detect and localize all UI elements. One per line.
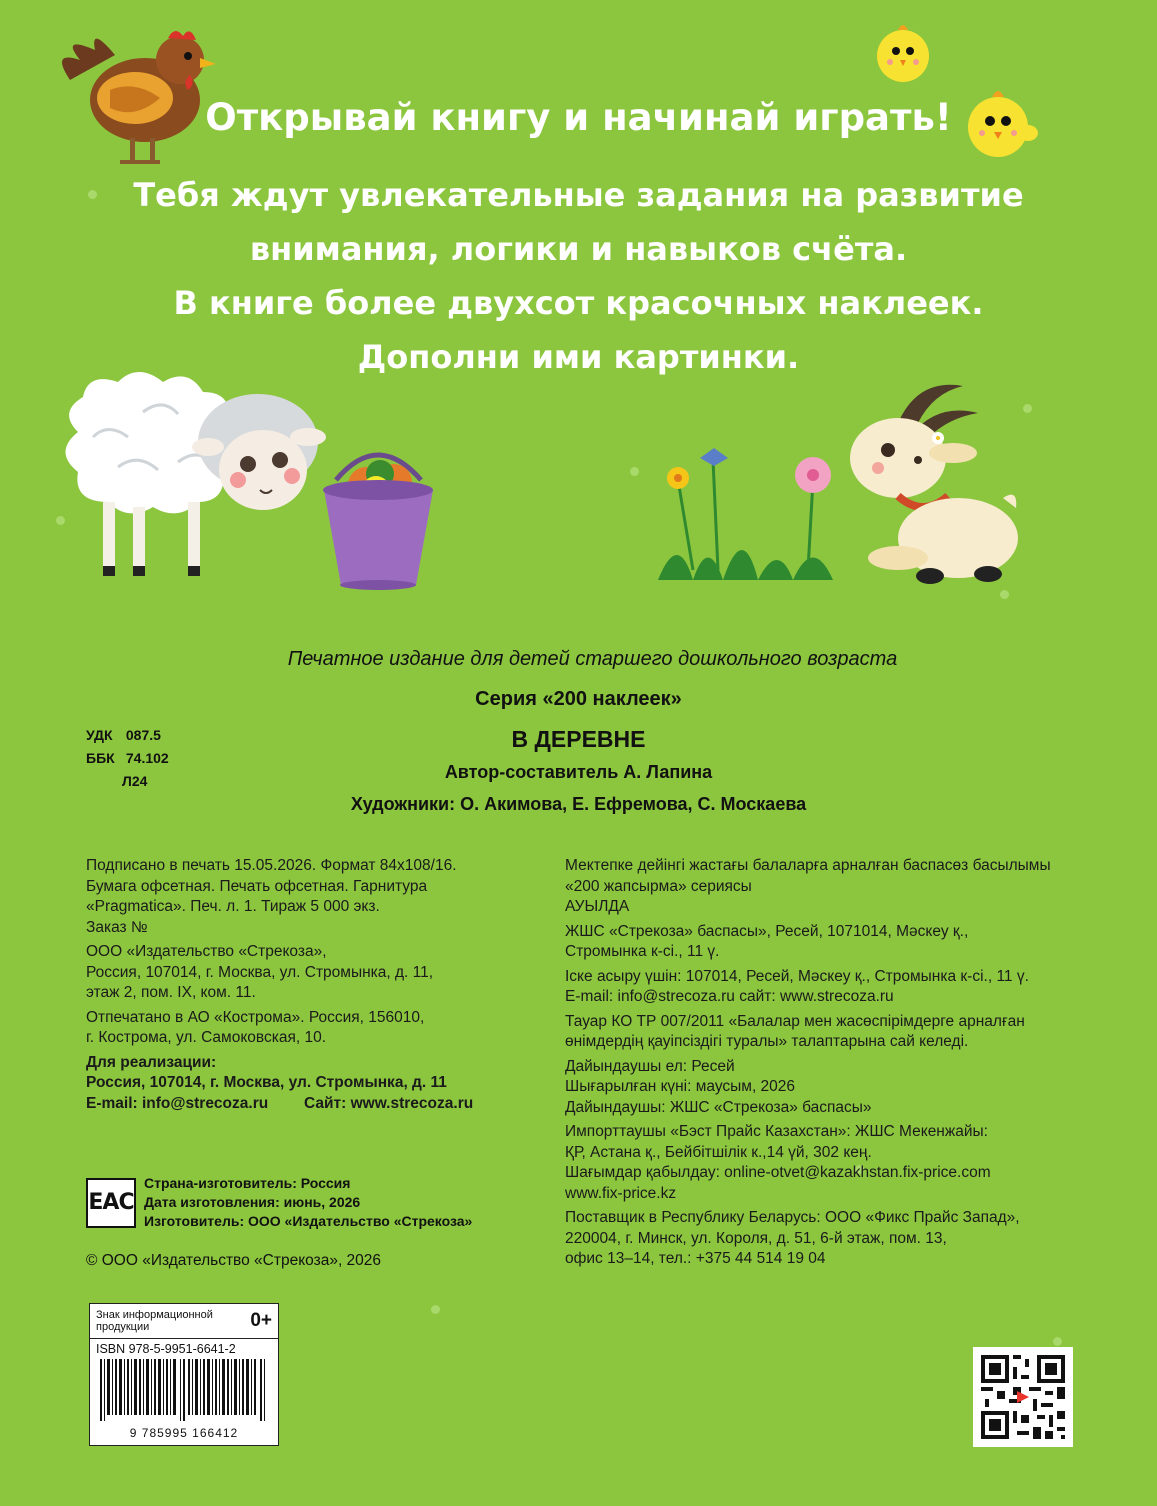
- kazakh-block-5: [565, 1057, 1105, 1119]
- flowers-illustration: [648, 440, 848, 580]
- intro-line: Тебя ждут увлекательные задания на развитие: [133, 176, 1024, 214]
- decor-dot: [1053, 1337, 1062, 1346]
- text-line: өнімдердің қауіпсіздігі туралы» талаптарына сай келеді.: [565, 1033, 969, 1050]
- intro-line: В книге более двухсот красочных наклеек.: [173, 284, 984, 322]
- imprint-left-column: [86, 856, 526, 1118]
- text-line: ҚР, Астана қ., Бейбітшілік к.,14 үй, 302 кең.: [565, 1143, 872, 1161]
- barcode-digits: 9 785995 166412: [129, 1426, 239, 1440]
- hen-illustration: [50, 20, 220, 170]
- eac-block: [86, 1174, 472, 1231]
- author-mark: Л24: [122, 773, 148, 789]
- print-info: [86, 856, 526, 938]
- text-line: 220004, г. Минск, ул. Короля, д. 51, 6-й этаж, пом. 13,: [565, 1229, 947, 1247]
- text-line: «Pragmatica». Печ. л. 1. Тираж 5 000 экз.: [86, 898, 380, 915]
- imprint-right-column: [565, 856, 1105, 1274]
- chick-illustration: [868, 18, 938, 88]
- text-line: Дайындаушы ел: Ресей: [565, 1057, 735, 1075]
- bbk-label: ББК: [86, 750, 115, 766]
- age-rating: 0+: [250, 1310, 272, 1331]
- kazakh-block-2: [565, 922, 1105, 963]
- text-line: ЖШС «Стрекоза» баспасы», Ресей, 1071014, Мәскеу қ.,: [565, 922, 969, 940]
- text-line: «200 жапсырма» сериясы: [565, 877, 752, 895]
- sales-info: [86, 1053, 526, 1115]
- text-line: Іске асыру үшін: 107014, Ресей, Мәскеу қ., Стромынка к-сі., 11 ү.: [565, 967, 1029, 985]
- text-line: Импорттаушы «Бэст Прайс Казахстан»: ЖШС Мекенжайы:: [565, 1123, 988, 1140]
- eac-mark-icon: EAC: [86, 1178, 136, 1228]
- text-line: E-mail: info@strecoza.ru сайт: www.strecoza.ru: [565, 988, 894, 1005]
- belarus-supplier-block: [565, 1208, 1105, 1270]
- text-line: ООО «Издательство «Стрекоза»,: [86, 943, 327, 960]
- text-line: Заказ №: [86, 918, 148, 936]
- text-line: г. Кострома, ул. Самоковская, 10.: [86, 1029, 327, 1046]
- text-line: Мектепке дейінгі жастағы балаларға арналған баспасөз басылымы: [565, 857, 1051, 874]
- text-line: Россия, 107014, г. Москва, ул. Стромынка, д. 11,: [86, 963, 434, 981]
- text-line: Стромынка к-сі., 11 ү.: [565, 943, 720, 960]
- headline: Открывай книгу и начинай играть!: [205, 96, 952, 139]
- info-product-mark: [90, 1304, 278, 1339]
- text-line: www.fix-price.kz: [565, 1184, 677, 1202]
- kazakh-block-3: [565, 967, 1105, 1008]
- udk-value: 087.5: [125, 727, 161, 743]
- text-line: Дайындаушы: ЖШС «Стрекоза» баспасы»: [565, 1098, 872, 1116]
- kazakh-block-4: [565, 1012, 1105, 1053]
- text-line: Страна-изготовитель: Россия: [144, 1175, 351, 1191]
- text-line: Изготовитель: ООО «Издательство «Стрекоза»: [144, 1213, 473, 1229]
- udk-label: УДК: [86, 727, 113, 743]
- decor-dot: [630, 467, 639, 476]
- text-line: Шағымдар қабылдау: online-otvet@kazakhstan.fix-price.com: [565, 1164, 991, 1181]
- text-line: этаж 2, пом. IX, ком. 11.: [86, 984, 256, 1001]
- copyright: © ООО «Издательство «Стрекоза», 2026: [86, 1252, 382, 1269]
- text-line: офис 13–14, тел.: +375 44 514 19 04: [565, 1250, 826, 1267]
- intro-line: внимания, логики и навыков счёта.: [249, 230, 908, 268]
- classification-codes: [86, 724, 169, 793]
- importer-block: [565, 1122, 1105, 1204]
- text-line: Дата изготовления: июнь, 2026: [144, 1194, 361, 1210]
- sheep-illustration: [48, 352, 338, 592]
- isbn-box: [89, 1303, 279, 1446]
- text-line: АУЫЛДА: [565, 898, 630, 915]
- text-line: продукции: [96, 1321, 150, 1333]
- intro-line: Дополни ими картинки.: [357, 338, 800, 376]
- text-line: Тауар КО ТР 007/2011 «Балалар мен жасөспірімдерге арналған: [565, 1012, 1025, 1030]
- text-line: Бумага офсетная. Печать офсетная. Гарнитура: [86, 877, 428, 895]
- author-line: Автор-составитель А. Лапина: [444, 762, 713, 782]
- bbk-value: 74.102: [125, 750, 169, 766]
- text-line: Знак информационной: [96, 1309, 213, 1321]
- goat-illustration: [838, 378, 1023, 593]
- text-line: Поставщик в Республику Беларусь: ООО «Фикс Прайс Запад»,: [565, 1209, 1020, 1226]
- sales-email: E-mail: info@strecoza.ru: [86, 1094, 269, 1112]
- sales-address: Россия, 107014, г. Москва, ул. Стромынка, д. 11: [86, 1074, 447, 1091]
- text-line: Отпечатано в АО «Кострома». Россия, 156010,: [86, 1008, 425, 1026]
- qr-code-icon[interactable]: [973, 1347, 1073, 1447]
- manufacturer-info: [144, 1174, 472, 1231]
- sales-label: Для реализации:: [86, 1053, 217, 1071]
- text-line: Шығарылған күні: маусым, 2026: [565, 1078, 796, 1095]
- book-title: В ДЕРЕВНЕ: [511, 726, 646, 752]
- decor-dot: [1023, 404, 1032, 413]
- series-name: Серия «200 наклеек»: [475, 688, 682, 710]
- audience-note: Печатное издание для детей старшего дошкольного возраста: [287, 648, 898, 670]
- isbn-number: ISBN 978-5-9951-6641-2: [96, 1342, 236, 1356]
- info-product-label: [96, 1309, 213, 1333]
- sales-site: Сайт: www.strecoza.ru: [304, 1094, 474, 1112]
- decor-dot: [431, 1305, 440, 1314]
- barcode-icon: [98, 1359, 270, 1421]
- text-line: Подписано в печать 15.05.2026. Формат 84x108/16.: [86, 857, 457, 874]
- publisher-info: [86, 942, 526, 1004]
- artists-line: Художники: О. Акимова, Е. Ефремова, С. Москаева: [350, 794, 807, 814]
- printer-info: [86, 1008, 526, 1049]
- kazakh-block-1: [565, 856, 1105, 918]
- bucket-illustration: [316, 440, 441, 590]
